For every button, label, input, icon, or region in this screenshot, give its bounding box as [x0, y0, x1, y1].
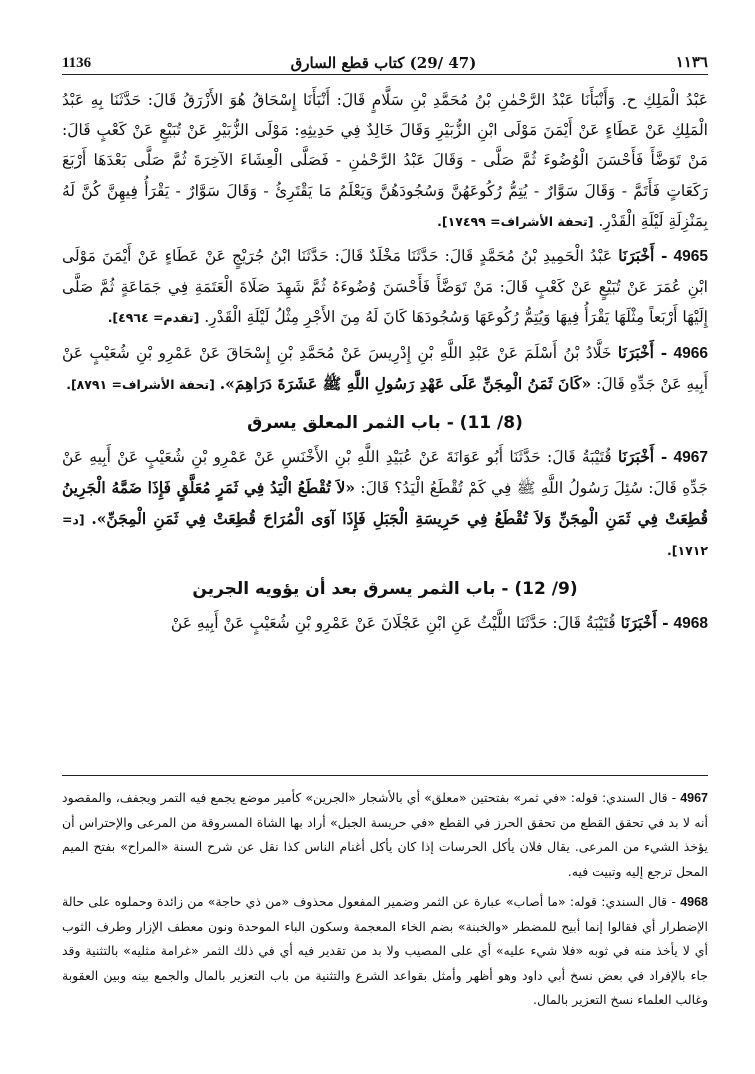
footnote-4967 — [62, 786, 708, 884]
hadith-text: خَلَّادُ بْنُ أَسْلَمَ عَنْ عَبْدِ اللَّهِ بْنِ إِدْرِيسَ عَنْ مُحَمَّدِ بْنِ إِسْحَاقَ عَنْ عَمْرِو بْنِ شُعَيْبٍ عَنْ أَبِيهِ عَنْ جَدِّهِ قَالَ: — [62, 343, 708, 393]
running-title: (47 /29) كتاب قطع السارق — [290, 54, 477, 72]
hadith-4966 — [62, 338, 708, 400]
hadith-lead: - أَخْبَرَنَا — [617, 342, 668, 362]
footnote-text: - قال السندي: قوله: «ما أصاب» عبارة عن الثمر وضمير المفعول محذوف «من ذي حاجة» من زائدة وحملوه على حالة الإضطرار أي فقالوا إنما أبيح للمضطر «والخبنة» بضم الخاء المعجمة وسكون الباء الموحدة ونون معطف الإزار وطرف الثوب أي لا يأخذ منه في ثوبه «فلا شيء عليه» أي على المصيب ولا بد من تقدير فيه أي في ذلك الثمر «غرامة مثليه» بالتثنية وقد جاء بالإفراد في بعض نسخ أبي داود وهو أظهر وأمثل بقواعد الشرع والتثنية من باب التعزير بالمال والجمع بينه وبين العقوبة وغالب العلماء نسخ التعزير بالمال. — [62, 894, 708, 1007]
intro-text: عَبْدُ الْمَلِكِ ح. وَأَنْبَأَنَا عَبْدُ الرَّحْمٰنِ بْنُ مُحَمَّدِ بْنِ سَلَّامٍ قَالَ: أَنْبَأَنَا إِسْحَاقُ هُوَ الأَزْرَقُ قَالَ: حَدَّثَنَا بِهِ عَبْدُ الْمَلِكِ عَنْ عَطَاءٍ عَنْ أَيْمَنَ مَوْلَى ابْنِ الزُّبَيْرِ وَقَالَ خَالِدٌ فِي حَدِيثِهِ: مَوْلَى الزُّبَيْرِ عَنْ تُبَيْعٍ عَنْ كَعْبٍ قَالَ: مَنْ تَوَضَّأَ فَأَحْسَنَ الْوُضُوءَ ثُمَّ صَلَّى - وَقَالَ عَبْدُ الرَّحْمٰنِ - فَصَلَّى الْعِشَاءَ الآخِرَةَ ثُمَّ صَلَّى بَعْدَهَا أَرْبَعَ رَكَعَاتٍ فَأَتَمَّ - وَقَالَ سَوَّارٌ - يُتِمُّ رُكُوعَهُنَّ وَسُجُودَهُنَّ وَيَعْلَمُ مَا يَقْتَرِئُ - وَقَالَ سَوَّارٌ - يَقْرَأُ فِيهِنَّ كُنَّ لَهُ بِمَنْزِلَةِ لَيْلَةِ الْقَدْرِ. — [62, 91, 708, 230]
hadith-4965 — [62, 241, 708, 334]
hadith-number: 4965 — [673, 248, 708, 266]
chapter-heading: (9/ 12) - باب الثمر يسرق بعد أن يؤويه الجرين — [192, 579, 578, 600]
hadith-text: عَبْدُ الْحَمِيدِ بْنُ مُحَمَّدٍ قَالَ: حَدَّثَنَا مَخْلَدٌ قَالَ: حَدَّثَنَا ابْنُ جُرَيْجٍ عَنْ عَطَاءٍ عَنْ أَيْمَنَ مَوْلَى ابْنِ عُمَرَ عَنْ تُبَيْعٍ عَنْ كَعْبٍ قَالَ: مَنْ تَوَضَّأَ فَأَحْسَنَ وُضُوءَهُ ثُمَّ شَهِدَ صَلَاةَ الْعَتَمَةِ فِي جَمَاعَةٍ ثُمَّ صَلَّى إِلَيْهَا أَرْبَعاً مِثْلَهَا يَقْرَأُ فِيهَا وَيُتِمُّ رُكُوعَهَا وَسُجُودَهَا كَانَ لَهُ مِنَ الأَجْرِ مِثْلُ لَيْلَةِ الْقَدْرِ. — [62, 247, 708, 327]
hadith-reference: [د= ١٧١٢]. — [62, 511, 708, 558]
page-number-arabic: ١١٣٦ — [675, 55, 708, 71]
footnote-4968 — [62, 890, 708, 1013]
intro-paragraph — [62, 85, 708, 237]
hadith-number: 4966 — [673, 344, 709, 362]
hadith-quote: «كَانَ ثَمَنُ الْمِجَنِّ عَلَى عَهْدِ رَسُولِ اللَّهِ ﷺ عَشَرَةَ دَرَاهِمَ». — [219, 373, 592, 393]
hadith-text: قُتَيْبَةُ قَالَ: حَدَّثَنَا اللَّيْثُ عَنِ ابْنِ عَجْلَانَ عَنْ عَمْرِو بْنِ شُعَيْبٍ عَنْ أَبِيهِ عَنْ — [170, 614, 616, 633]
hadith-number: 4968 — [673, 615, 708, 633]
hadith-reference: [تحفة الأشراف= ٨٧٩١]. — [66, 376, 215, 392]
hadith-lead: - أَخْبَرَنَا — [617, 447, 668, 467]
hadith-reference: [تقدم= ٤٩٦٤]. — [107, 310, 200, 326]
hadith-text: قُتَيْبَةُ قَالَ: حَدَّثَنَا أَبُو عَوَانَةَ عَنْ عُبَيْدِ اللَّهِ بْنِ الأَخْنَسِ عَنْ عَمْرِو بْنِ شُعَيْبٍ عَنْ أَبِيهِ عَنْ جَدِّهِ قَالَ: سُئِلَ رَسُولُ اللَّهِ ﷺ فِي كَمْ تُقْطَعُ الْيَدُ؟ قَالَ: — [62, 448, 708, 498]
hadith-4967 — [62, 442, 708, 566]
footnote-number: 4968 — [680, 895, 708, 909]
footnotes — [62, 786, 708, 1019]
hadith-quote: «لاَ تُقْطَعُ الْيَدُ فِي ثَمَرٍ مُعَلَّقٍ فَإِذَا ضَمَّهُ الْجَرِينُ قُطِعَتْ فِي ثَمَنِ الْمِجَنِّ وَلاَ تُقْطَعُ فِي حَرِيسَةِ الْجَبَلِ فَإِذَا آوَى الْمُرَاحَ قُطِعَتْ فِي ثَمَنِ الْمِجَنِّ». — [62, 478, 708, 528]
hadith-number: 4967 — [673, 449, 709, 467]
main-text — [62, 85, 708, 639]
footnote-divider — [62, 775, 708, 776]
page — [62, 44, 708, 639]
hadith-4968 — [62, 608, 708, 639]
chapter-heading: (8/ 11) - باب الثمر المعلق يسرق — [247, 413, 523, 434]
hadith-lead: - أَخْبَرَنَا — [618, 246, 668, 266]
intro-reference: [تحفة الأشراف= ١٧٤٩٩]. — [437, 213, 594, 229]
footnote-text: - قال السندي: قوله: «في ثمر» بفتحتين «معلق» أي بالأشجار «الجرين» كأمير موضع يجمع فيه التمر ويجفف، والمقصود أنه لا بد في تحقق القطع من تحقق الحرز في القطع «في حريسة الجبل» أراد بها الشاة المسروقة من المرعى والإحتراس أن يؤخذ الشيء من المرعى. يقال فلان يأكل الحرسات إذا كان يأكل أغنام الناس كذا نقل عن شرح السنة «المراح» بفتح الميم المحل ترجع إليه وتبيت فيه. — [62, 790, 708, 879]
footnote-number: 4967 — [680, 791, 708, 805]
hadith-lead: - أَخْبَرَنَا — [620, 613, 669, 633]
page-number-latin: 1136 — [62, 55, 92, 71]
page-header — [62, 44, 708, 75]
